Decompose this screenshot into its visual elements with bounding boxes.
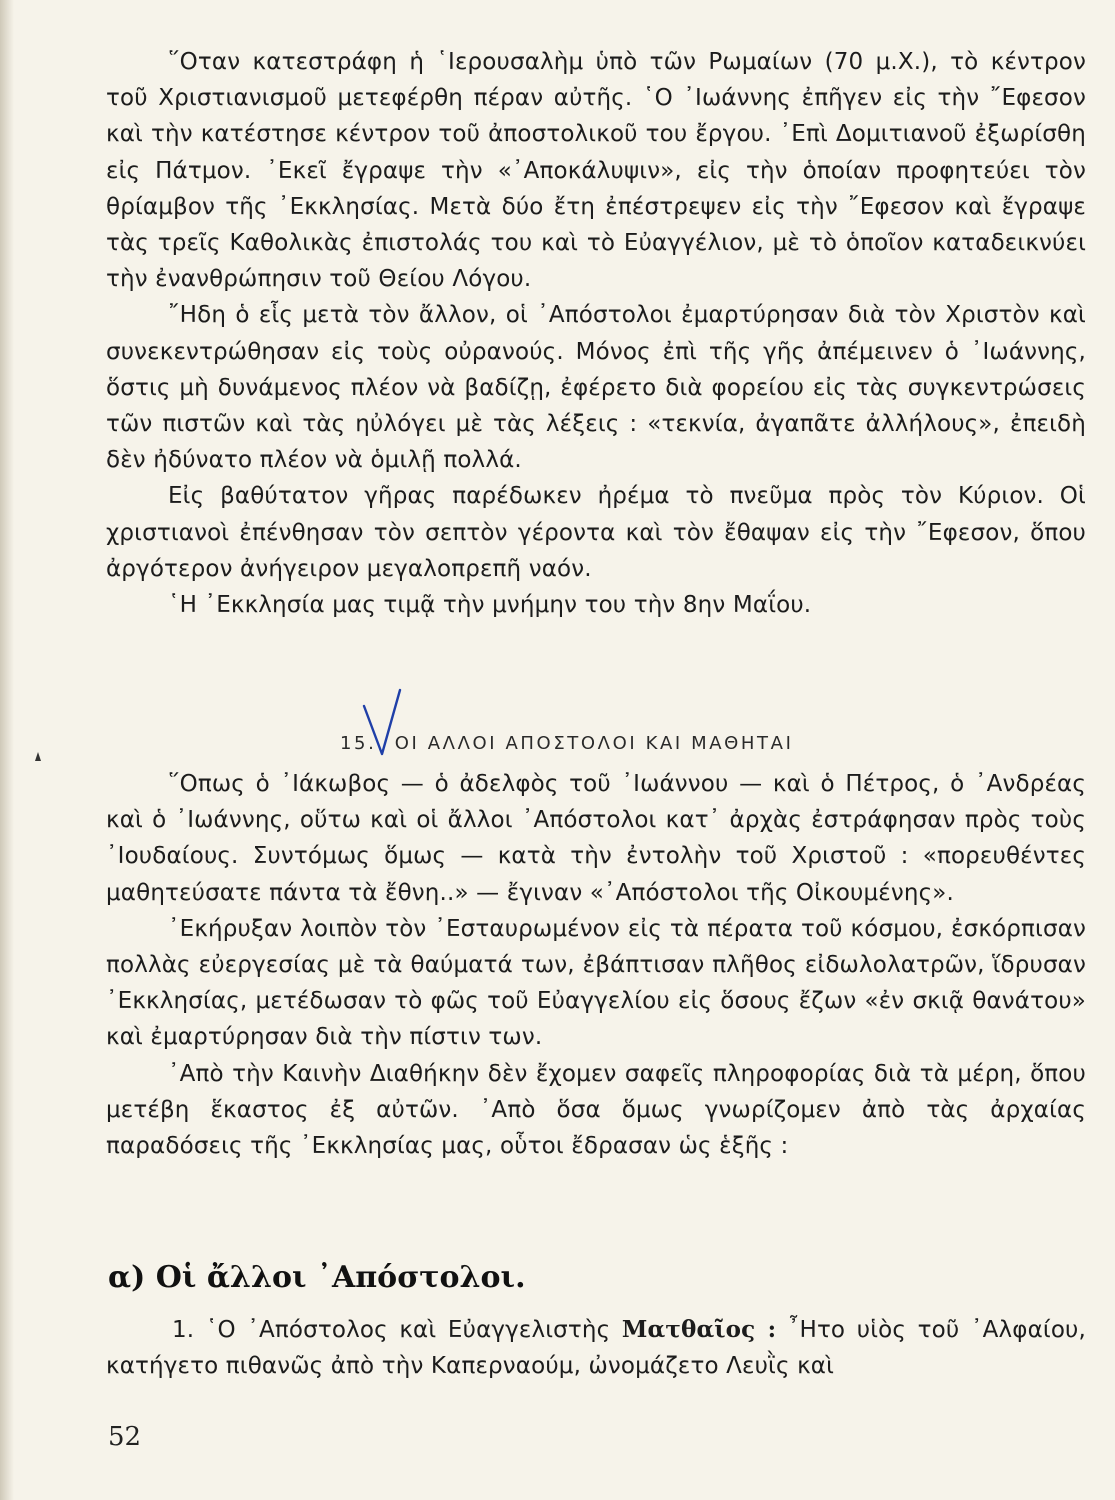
subheading: α) Οἱ ἄλλοι ᾿Απόστολοι.: [108, 1260, 526, 1295]
paragraph: ᾿Απὸ τὴν Καινὴν Διαθήκην δὲν ἔχομεν σαφεῖς πληροφορίας διὰ τὰ μέρη, ὅπου μετέβη ἕκαστος ἐξ αὐτῶν. ᾿Απὸ ὅσα ὅμως γνωρίζομεν ἀπὸ τὰς ἀρχαίας παραδόσεις τῆς ᾿Εκκλησίας μας, οὗτοι ἔδρασαν ὡς ἑξῆς :: [106, 1060, 1086, 1160]
paragraph: ᾿Εκήρυξαν λοιπὸν τὸν ᾿Εσταυρωμένον εἰς τὰ πέρατα τοῦ κόσμου, ἐσκόρπισαν πολλὰς εὐεργεσίας μὲ τὰ θαύματά των, ἐβάπτισαν πλῆθος εἰδωλολατρῶν, ἵδρυσαν ᾿Εκκλησίας, μετέδωσαν τὸ φῶς τοῦ Εὐαγγελίου εἰς ὅσους ἔζων «ἐν σκιᾷ θανάτου» καὶ ἐμαρτύρησαν διὰ τὴν πίστιν των.: [106, 915, 1086, 1051]
page-edge-shadow: [0, 0, 14, 1500]
paragraph: ῞Οταν κατεστράφη ἡ ῾Ιερουσαλὴμ ὑπὸ τῶν Ρωμαίων (70 μ.Χ.), τὸ κέντρον τοῦ Χριστιανισμοῦ μετεφέρθη πέραν αὐτῆς. ῾Ο ᾿Ιωάννης ἐπῆγεν εἰς τὴν ῎Εφεσον καὶ τὴν κατέστησε κέντρον τοῦ ἀποστολικοῦ του ἔργου. ᾿Επὶ Δομιτιανοῦ ἐξωρίσθη εἰς Πάτμον. ᾿Εκεῖ ἔγραψε τὴν «᾿Αποκάλυψιν», εἰς τὴν ὁποίαν προφητεύει τὸν θρίαμβον τῆς ᾿Εκκλησίας. Μετὰ δύο ἔτη ἐπέστρεψεν εἰς τὴν ῎Εφεσον καὶ ἔγραψε τὰς τρεῖς Καθολικὰς ἐπιστολάς του καὶ τὸ Εὐαγγέλιον, μὲ τὸ ὁποῖον καταδεικνύει τὴν ἐνανθρώπησιν τοῦ Θείου Λόγου.: [106, 49, 1086, 293]
item-1: [106, 1312, 1086, 1384]
section-text-block: [106, 766, 1086, 1164]
section-title: ΟΙ ΑΛΛΟΙ ΑΠΟΣΤΟΛΟΙ ΚΑΙ ΜΑΘΗΤΑΙ: [394, 733, 794, 754]
section-heading: [340, 733, 940, 754]
item-rest: ῏Ητο υἱὸς τοῦ ᾿Αλφαίου, κατήγετο πιθανῶς ἀπὸ τὴν Καπερναούμ, ὠνομάζετο Λευῒς καὶ: [106, 1317, 1086, 1380]
item-lead: 1. ῾Ο ᾿Απόστολος καὶ Εὐαγγελιστὴς: [172, 1317, 622, 1343]
top-text-block: [106, 44, 1086, 623]
paragraph: ῞Οπως ὁ ᾿Ιάκωβος — ὁ ἀδελφὸς τοῦ ᾿Ιωάννου — καὶ ὁ Πέτρος, ὁ ᾿Ανδρέας καὶ ὁ ᾿Ιωάννης, οὕτω καὶ οἱ ἄλλοι ᾿Απόστολοι κατ᾿ ἀρχὰς ἐστράφησαν πρὸς τοὺς ᾿Ιουδαίους. Συντόμως ὅμως — κατὰ τὴν ἐντολὴν τοῦ Χριστοῦ : «πορευθέντες μαθητεύσατε πάντα τὰ ἔθνη..» — ἔγιναν «᾿Απόστολοι τῆς Οἰκουμένης».: [106, 771, 1086, 906]
ink-speck-icon: [34, 752, 42, 762]
item-paragraph: [106, 1312, 1086, 1384]
paragraph: Εἰς βαθύτατον γῆρας παρέδωκεν ἠρέμα τὸ πνεῦμα πρὸς τὸν Κύριον. Οἱ χριστιανοὶ ἐπένθησαν τὸν σεπτὸν γέροντα καὶ τὸν ἔθαψαν εἰς τὴν ῎Εφεσον, ὅπου ἀργότερον ἀνήγειρον μεγαλοπρεπῆ ναόν.: [106, 483, 1086, 582]
page-number: 52: [108, 1422, 142, 1452]
paragraph: ῾Η ᾿Εκκλησία μας τιμᾷ τὴν μνήμην του τὴν 8ην Μαΐου.: [168, 592, 812, 619]
apostle-name: Ματθαῖος :: [621, 1316, 777, 1343]
paragraph: ῎Ηδη ὁ εἷς μετὰ τὸν ἄλλον, οἱ ᾿Απόστολοι ἐμαρτύρησαν διὰ τὸν Χριστὸν καὶ συνεκεντρώθησαν εἰς τοὺς οὐρανούς. Μόνος ἐπὶ τῆς γῆς ἀπέμεινεν ὁ ᾿Ιωάννης, ὅστις μὴ δυνάμενος πλέον νὰ βαδίζῃ, ἐφέρετο διὰ φορείου εἰς τὰς συγκεντρώσεις τῶν πιστῶν καὶ τὰς ηὐλόγει μὲ τὰς λέξεις : «τεκνία, ἀγαπᾶτε ἀλλήλους», ἐπειδὴ δὲν ἠδύνατο πλέον νὰ ὁμιλῇ πολλά.: [106, 302, 1086, 474]
section-number: 15.: [340, 733, 377, 754]
